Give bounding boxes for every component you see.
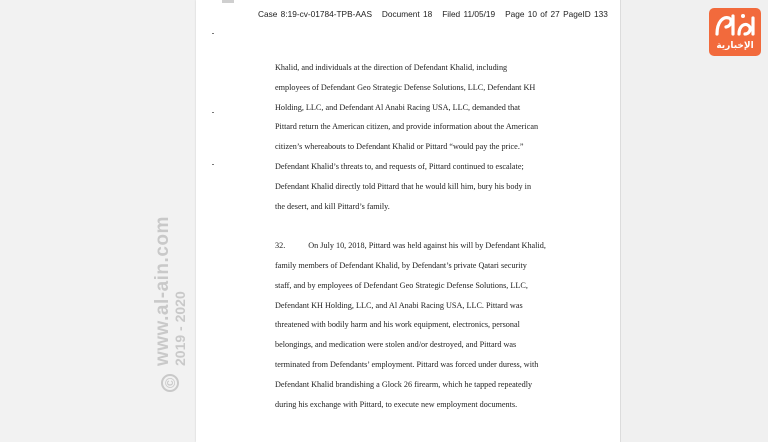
watermark-site: www.al-ain.com — [152, 216, 173, 366]
margin-mark — [212, 112, 214, 113]
page-id: PageID 133 — [563, 9, 608, 19]
text-line: Pittard return the American citizen, and provide information about the American — [275, 122, 539, 132]
document-number: Document 18 — [381, 9, 433, 19]
paragraph-number: 32. — [275, 241, 286, 251]
logo-subtitle: الإخبارية — [716, 41, 754, 51]
text-line: employees of Defendant Geo Strategic Defense Solutions, LLC, Defendant KH — [275, 82, 536, 92]
text-line: during his exchange with Pittard, to execute new employment documents. — [275, 399, 518, 409]
case-header — [258, 9, 608, 19]
filed-date: Filed 11/05/19 — [442, 9, 496, 19]
page-tab-marker — [222, 0, 234, 3]
text-line: citizen’s whereabouts to Defendant Khalid or Pittard “would pay the price.” — [275, 142, 524, 152]
text-line: family members of Defendant Khalid, by Defendant’s private Qatari security — [275, 260, 527, 270]
text-line: Defendant Khalid directly told Pittard that he would kill him, bury his body in — [275, 181, 532, 191]
viewer-side-pane — [620, 0, 768, 442]
al-ain-logo — [709, 8, 761, 56]
watermark — [153, 216, 187, 392]
logo-glyph-icon — [709, 8, 761, 42]
text-line: threatened with bodily harm and his work equipment, electronics, personal — [275, 320, 520, 330]
case-number: Case 8:19-cv-01784-TPB-AAS — [258, 9, 372, 19]
text-line: belongings, and medication were stolen and/or destroyed, and Pittard was — [275, 340, 517, 350]
margin-mark — [212, 164, 214, 165]
paragraph-32-first-line — [275, 236, 575, 256]
copyright-icon: © — [161, 374, 179, 392]
text-line: staff, and by employees of Defendant Geo Strategic Defense Solutions, LLC, — [275, 280, 528, 290]
text-line: Defendant Khalid brandishing a Glock 26 firearm, which he tapped repeatedly — [275, 379, 533, 389]
text-line: On July 10, 2018, Pittard was held against his will by Defendant Khalid, — [308, 241, 546, 251]
margin-mark — [212, 33, 214, 34]
text-line: Khalid, and individuals at the direction of Defendant Khalid, including — [275, 63, 508, 72]
text-line: the desert, and kill Pittard’s family. — [275, 201, 390, 211]
page-number: Page 10 of 27 — [505, 9, 560, 19]
text-line: Defendant Khalid’s threats to, and requests of, Pittard continued to escalate; — [275, 161, 524, 171]
text-line: Holding, LLC, and Defendant Al Anabi Racing USA, LLC, demanded that — [275, 102, 521, 112]
document-body — [275, 58, 575, 414]
text-line: Defendant KH Holding, LLC, and Al Anabi Racing USA, LLC. Pittard was — [275, 300, 523, 310]
text-line: terminated from Defendants’ employment. Pittard was forced under duress, with — [275, 359, 539, 369]
watermark-years: 2019 - 2020 — [172, 291, 188, 366]
